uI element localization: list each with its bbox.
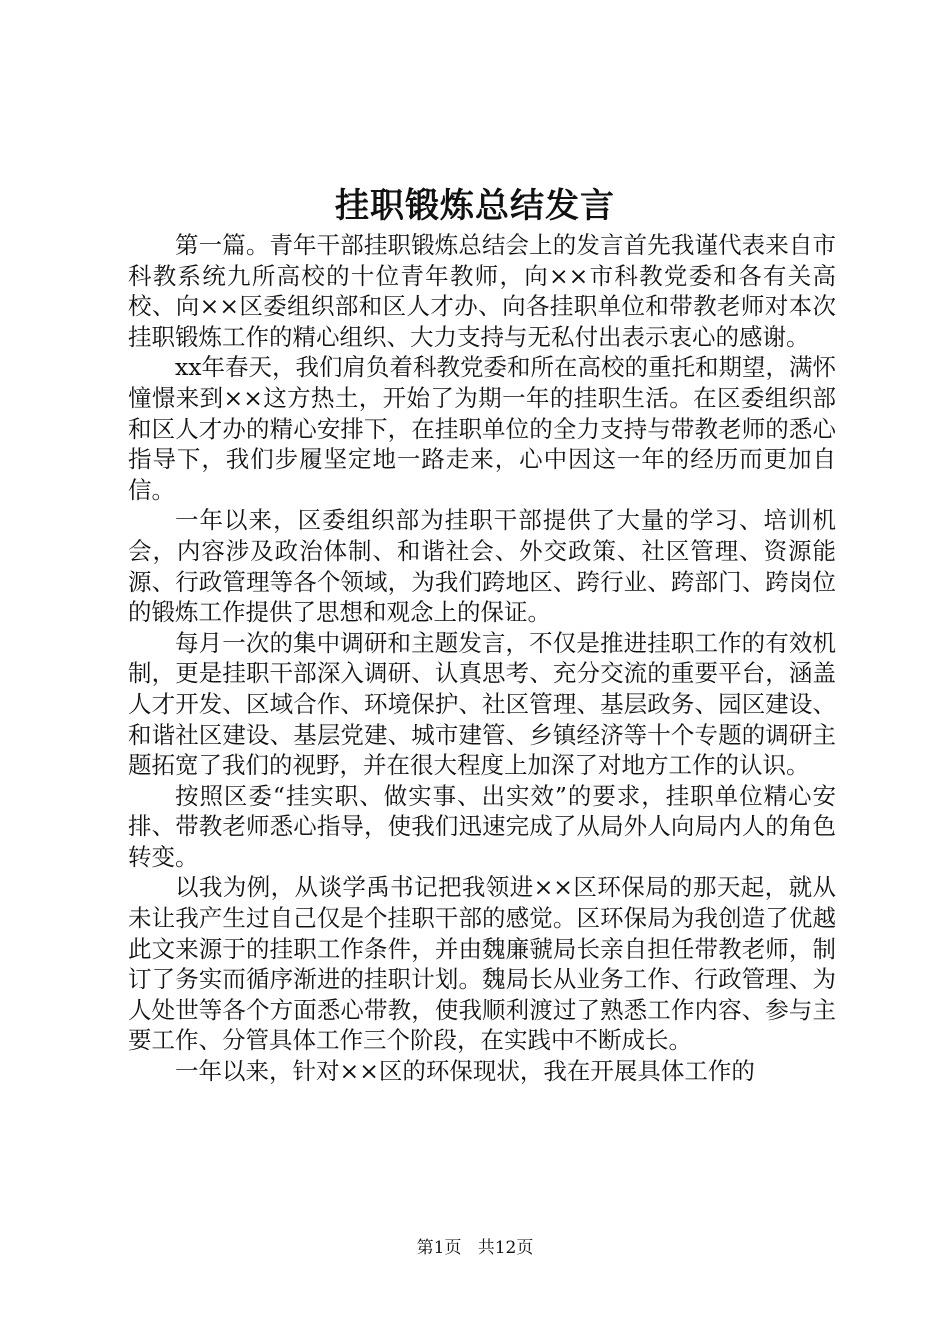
paragraph-3: 一年以来，区委组织部为挂职干部提供了大量的学习、培训机会，内容涉及政治体制、和谐社会、外交政策、社区管理、资源能源、行政管理等各个领域，为我们跨地区、跨行业、跨部门、跨岗位的锻炼工作提供了思想和观念上的保证。 <box>128 506 836 627</box>
page-number: 第1页 <box>416 1238 462 1258</box>
paragraph-1: 第一篇。青年干部挂职锻炼总结会上的发言首先我谨代表来自市科教系统九所高校的十位青年教师，向××市科教党委和各有关高校、向××区委组织部和区人才办、向各挂职单位和带教老师对本次挂职锻炼工作的精心组织、大力支持与无私付出表示衷心的感谢。 <box>128 231 836 351</box>
page-footer <box>0 1236 950 1260</box>
document-title: 挂职锻炼总结发言 <box>335 186 615 226</box>
paragraph-6: 以我为例，从谈学禹书记把我领进××区环保局的那天起，就从未让我产生过自己仅是个挂职干部的感觉。区环保局为我创造了优越此文来源于的挂职工作条件，并由魏廉虢局长亲自担任带教老师，制订了务实而循序渐进的挂职计划。魏局长从业务工作、行政管理、为人处世等各个方面悉心带教，使我顺利渡过了熟悉工作内容、参与主要工作、分管具体工作三个阶段，在实践中不断成长。 <box>128 873 836 1055</box>
paragraph-2: xx年春天，我们肩负着科教党委和所在高校的重托和期望，满怀憧憬来到××这方热土，开始了为期一年的挂职生活。在区委组织部和区人才办的精心安排下，在挂职单位的全力支持与带教老师的悉心指导下，我们步履坚定地一路走来，心中因这一年的经历而更加自信。 <box>128 353 837 504</box>
paragraph-4: 每月一次的集中调研和主题发言，不仅是推进挂职工作的有效机制，更是挂职干部深入调研、认真思考、充分交流的重要平台，涵盖人才开发、区域合作、环境保护、社区管理、基层政务、园区建设、和谐社区建设、基层党建、城市建管、乡镇经济等十个专题的调研主题拓宽了我们的视野，并在很大程度上加深了对地方工作的认识。 <box>128 628 836 780</box>
page-separator <box>467 1238 472 1258</box>
paragraph-5: 按照区委“挂实职、做实事、出实效”的要求，挂职单位精心安排、带教老师悉心指导，使我们迅速完成了从局外人向局内人的角色转变。 <box>128 781 836 871</box>
paragraph-7: 一年以来，针对××区的环保现状，我在开展具体工作的 <box>175 1057 755 1086</box>
document-body <box>128 230 836 1087</box>
page-total: 共12页 <box>477 1238 534 1258</box>
